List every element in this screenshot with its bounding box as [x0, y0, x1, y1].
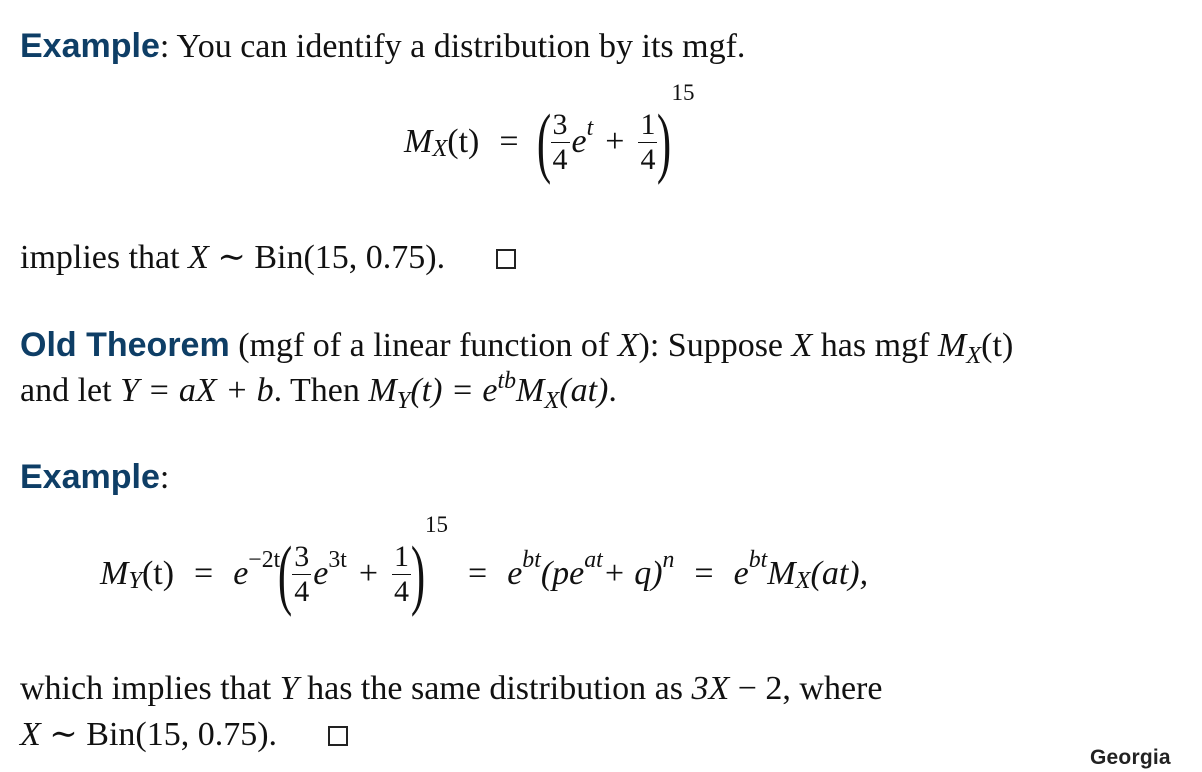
example1-intro-text: You can identify a distribution by its mgf.	[169, 28, 746, 65]
theorem-line-2: and let Y = aX + b. Then $M_Y(t) = e^{tb}M_X(at)$.	[20, 367, 617, 414]
fraction-three-quarters: $\frac{3}{4}$	[552, 107, 568, 176]
example1-conclusion: implies that X ∼ Bin(15, 0.75).	[20, 238, 516, 278]
outer-exponent: 15	[425, 512, 449, 537]
example1-heading: Example	[20, 27, 160, 65]
left-paren: (	[536, 98, 551, 185]
right-paren: )	[410, 530, 426, 617]
qed-box-icon	[496, 249, 516, 269]
right-paren: )	[657, 98, 672, 185]
outer-exponent: 15	[671, 80, 695, 105]
example1-intro: Example: You can identify a distribution by its mgf.	[20, 27, 746, 65]
example2-equation: M Y (t) = e −2t ( $\frac{3}{4}$ e 3t + $\frac{1}{4}$ ) 15 = e bt (pe at + q) n = e bt M X (at),	[100, 512, 869, 617]
georgia-tech-logo: Georgia	[1090, 746, 1171, 769]
example2-intro: Example:	[20, 458, 170, 496]
example2-conclusion-line-2: X ∼ Bin(15, 0.75).	[20, 715, 348, 755]
theorem-line-1: Old Theorem (mgf of a linear function of X): Suppose X has mgf $M_X(t)$	[20, 326, 1014, 369]
qed-box-icon	[328, 726, 348, 746]
theorem-heading: Old Theorem	[20, 326, 230, 364]
example2-conclusion-line-1: which implies that Y has the same distribution as 3X − 2, where	[20, 670, 883, 707]
fraction-one-quarter: $\frac{1}{4}$	[394, 539, 410, 608]
fraction-three-quarters: $\frac{3}{4}$	[294, 539, 310, 608]
fraction-one-quarter: $\frac{1}{4}$	[640, 107, 656, 176]
left-paren: (	[278, 530, 293, 617]
example1-equation: M X (t) = ( $\frac{3}{4}$ e t + $\frac{1}{4}$ ) 15	[404, 80, 695, 185]
example2-heading: Example	[20, 458, 160, 496]
